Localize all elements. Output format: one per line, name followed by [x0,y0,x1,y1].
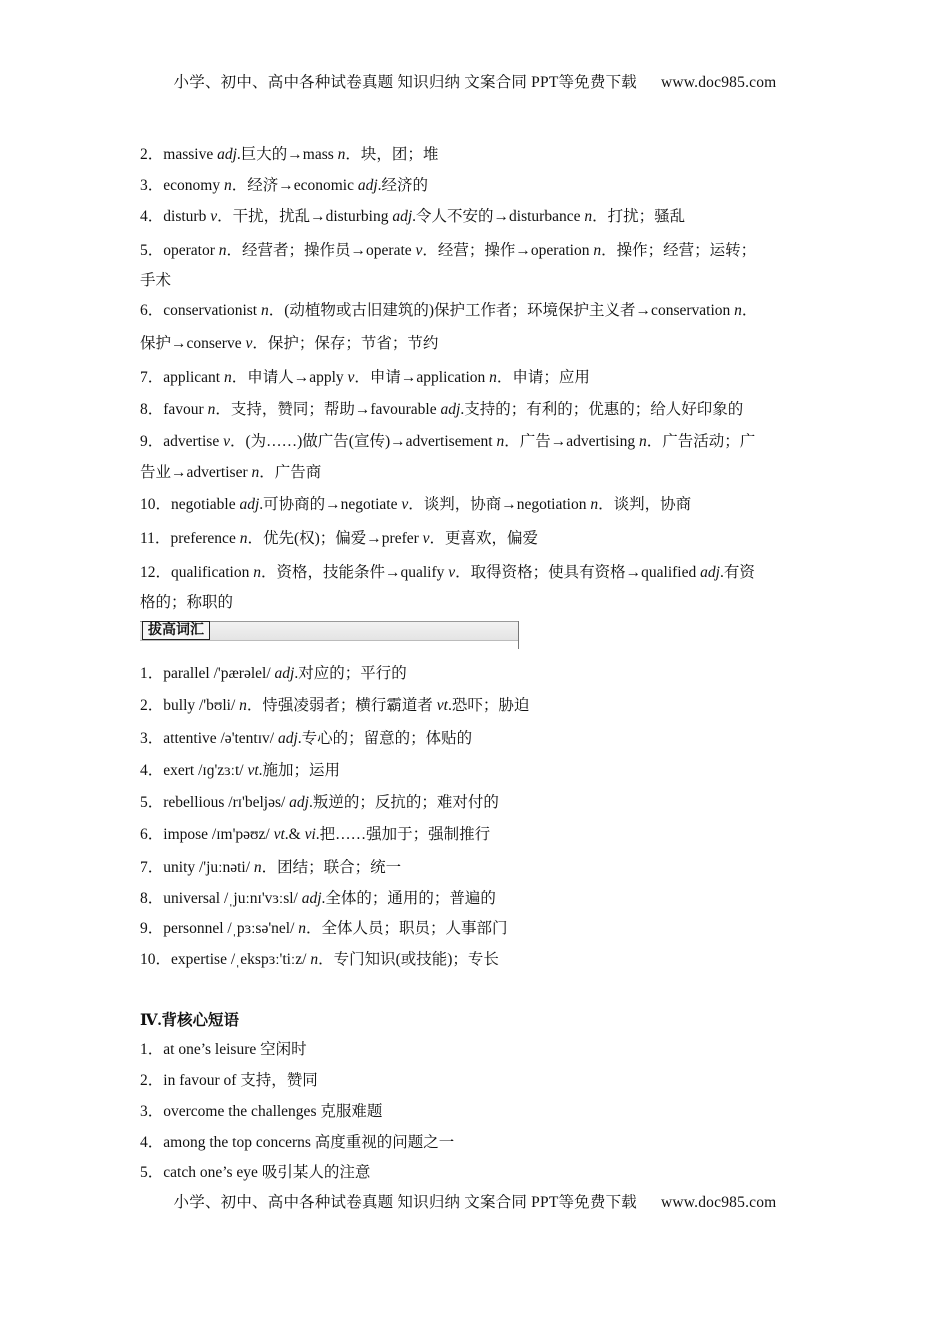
entry-text: .支持的；有利的；优惠的；给人好印象的 [460,401,744,418]
part-of-speech: vt [273,826,285,843]
part-of-speech: adj [274,665,295,682]
part-of-speech: v [422,530,430,547]
entry-text: universal /ˌjuːnɪ'vɜːsl/ [163,890,302,907]
list-item [140,1102,820,1122]
list-item [140,334,820,354]
part-of-speech: n [298,920,307,937]
entry-text: impose /ɪm'pəʊz/ [163,826,274,843]
entry-text: qualification [171,564,254,581]
item-number: 9． [140,433,164,450]
entry-text: ．(为……)做广告(宣传)→advertisement [229,433,497,450]
item-number: 3． [140,177,164,194]
item-number: 6． [140,302,164,319]
part-of-speech: v [401,496,409,513]
part-of-speech: adj [239,496,260,513]
part-of-speech: adj [217,146,237,163]
entry-text: 手术 [140,272,172,289]
entry-text: .施加；运用 [258,762,341,779]
item-number: 3． [140,1103,164,1120]
part-of-speech: n [734,302,742,319]
part-of-speech: v [245,335,253,352]
item-number: 2． [140,146,164,163]
entry-text: .有资 [719,564,755,581]
item-number: 8． [140,890,164,907]
entry-text: ．团结；联合；统一 [261,859,402,876]
entry-text: .对应的；平行的 [294,665,407,682]
list-item [140,495,820,515]
entry-text: 保护→conserve [140,335,246,352]
item-number: 4． [140,1134,164,1151]
part-of-speech: n [337,146,346,163]
entry-text: .巨大的→mass [236,146,338,163]
part-of-speech: adj [700,564,720,581]
entry-text: unity /'juːnəti/ [163,859,254,876]
entry-text: preference [170,530,240,547]
entry-text: ．块，团；堆 [345,146,439,163]
entry-text: exert /ɪɡ'zɜːt/ [163,762,248,779]
entry-text: operator [163,242,219,259]
item-number: 7． [140,369,164,386]
part-of-speech: adj [289,794,309,811]
footer-site: www.doc985.com [660,1194,777,1211]
entry-text: among the top concerns 高度重视的问题之一 [163,1134,455,1151]
item-number: 4． [140,208,164,225]
list-item [140,825,820,845]
entry-text: ．优先(权)；偏爱→prefer [247,530,423,547]
entry-text: ．(动植物或古旧建筑的)保护工作者；环境保护主义者→conservation [268,302,735,319]
list-item [140,529,820,549]
entry-text: ． [741,302,758,319]
entry-text: ．保护；保存；节省；节约 [252,335,439,352]
entry-text: 格的；称职的 [140,594,234,611]
part-of-speech: v [415,242,423,259]
part-of-speech: n [223,177,232,194]
entry-text: catch one’s eye 吸引某人的注意 [163,1164,371,1181]
entry-text: ．操作；经营；运转； [601,242,757,259]
part-of-speech: adj [357,177,378,194]
entry-text: .经济的 [377,177,429,194]
page-footer [0,1190,950,1212]
list-item [140,432,820,452]
list-item [140,761,820,781]
item-number: 1． [140,665,164,682]
entry-text: parallel /'pærəlel/ [163,665,275,682]
item-number: 3． [140,730,164,747]
entry-text: .& [284,826,305,843]
entry-text: ．申请人→apply [231,369,348,386]
list-item [140,563,820,583]
list-item [140,145,820,165]
item-number: 1． [140,1041,164,1058]
item-number: 8． [140,401,164,418]
item-number: 11． [140,530,171,547]
entry-text: ．谈判，协商→negotiation [408,496,591,513]
entry-text: ．专门知识(或技能)；专长 [318,951,499,968]
item-number: 10． [140,951,172,968]
item-number: 5． [140,1164,164,1181]
entry-text: ．广告活动；广 [646,433,756,450]
entry-text: ．恃强凌弱者；横行霸道者 [246,697,437,714]
part-of-speech: n [239,697,247,714]
entry-text: ．谈判，协商 [598,496,692,513]
item-number: 12． [140,564,172,581]
list-item [140,368,820,388]
entry-text: ．全体人员；职员；人事部门 [306,920,508,937]
list-item [140,241,820,261]
page-header [0,70,950,92]
entry-text: rebellious /rɪ'beljəs/ [163,794,290,811]
part-of-speech: v [223,433,230,450]
item-number: 9． [140,920,164,937]
banner-label: 拔高词汇 [142,621,210,640]
entry-text: ．打扰；骚乱 [592,208,686,225]
list-item [140,858,820,878]
entry-text: .叛逆的；反抗的；难对付的 [308,794,499,811]
advanced-vocab-banner [140,621,519,649]
item-number: 5． [140,242,164,259]
entry-text: .恐吓；胁迫 [447,697,530,714]
entry-text: ．资格，技能条件→qualify [260,564,449,581]
part-of-speech: n [590,496,599,513]
entry-text: .专心的；留意的；体贴的 [297,730,473,747]
entry-text: economy [163,177,224,194]
entry-text: ．广告商 [259,464,322,481]
list-item [140,400,820,420]
list-item [140,271,820,291]
entry-text: attentive /ə'tentɪv/ [163,730,278,747]
item-number: 5． [140,794,164,811]
part-of-speech: n [253,859,262,876]
entry-text: personnel /ˌpɜːsə'nel/ [163,920,299,937]
list-item [140,593,820,613]
entry-text: ．广告→advertising [504,433,639,450]
entry-text: .全体的；通用的；普遍的 [321,890,496,907]
entry-text: ．经营者；操作员→operate [226,242,416,259]
list-item [140,729,820,749]
part-of-speech: n [218,242,227,259]
part-of-speech: n [207,401,216,418]
list-item [140,889,820,909]
part-of-speech: n [239,530,248,547]
list-item [140,463,820,483]
part-of-speech: adj [392,208,413,225]
part-of-speech: n [223,369,232,386]
item-number: 10． [140,496,172,513]
part-of-speech: v [210,208,218,225]
entry-text: in favour of 支持，赞同 [163,1072,318,1089]
list-item [140,207,820,227]
part-of-speech: adj [301,890,322,907]
part-of-speech: vt [436,697,448,714]
entry-text: bully /'bʊli/ [163,697,240,714]
section-title: Ⅳ.背核心短语 [140,1012,239,1029]
list-item [140,1071,820,1091]
part-of-speech: n [489,369,497,386]
entry-text: .可协商的→negotiate [259,496,402,513]
part-of-speech: n [593,242,602,259]
entry-text: ．取得资格；使具有资格→qualified [455,564,701,581]
entry-text: ．申请；应用 [496,369,590,386]
entry-text: at one’s leisure 空闲时 [163,1041,307,1058]
part-of-speech: vi [304,826,316,843]
list-item [140,696,820,716]
header-site: www.doc985.com [660,74,777,91]
entry-text: ．经济→economic [231,177,358,194]
part-of-speech: n [584,208,593,225]
part-of-speech: n [251,464,260,481]
part-of-speech: n [496,433,505,450]
entry-text: .把……强加于；强制推行 [315,826,491,843]
list-item [140,1163,820,1183]
list-item [140,793,820,813]
entry-text: advertise [163,433,224,450]
entry-text: massive [163,146,218,163]
part-of-speech: adj [440,401,461,418]
entry-text: ．支持，赞同；帮助→favourable [215,401,441,418]
entry-text: expertise /ˌekspɜː'tiːz/ [171,951,311,968]
entry-text: 告业→advertiser [140,464,252,481]
part-of-speech: adj [277,730,298,747]
entry-text: conservationist [163,302,261,319]
item-number: 6． [140,826,164,843]
list-item [140,950,820,970]
entry-text: ．更喜欢，偏爱 [429,530,539,547]
part-of-speech: n [260,302,269,319]
entry-text: overcome the challenges 克服难题 [163,1103,383,1120]
entry-text: .令人不安的→disturbance [412,208,585,225]
entry-text: negotiable [171,496,240,513]
header-text: 小学、初中、高中各种试卷真题 知识归纳 文案合同 PPT等免费下载 [173,74,637,91]
item-number: 2． [140,1072,164,1089]
entry-text: ．申请→application [354,369,490,386]
item-number: 4． [140,762,164,779]
list-item [140,1133,820,1153]
item-number: 2． [140,697,164,714]
entry-text: disturb [163,208,211,225]
list-item [140,301,820,321]
part-of-speech: n [253,564,261,581]
entry-text: favour [163,401,208,418]
list-item [140,919,820,939]
list-item [140,664,820,684]
entry-text: applicant [163,369,224,386]
part-of-speech: n [310,951,319,968]
part-of-speech: vt [247,762,259,779]
part-of-speech: v [448,564,456,581]
part-of-speech: n [638,433,647,450]
list-item [140,1040,820,1060]
list-item [140,176,820,196]
entry-text: ．干扰，扰乱→disturbing [217,208,393,225]
footer-text: 小学、初中、高中各种试卷真题 知识归纳 文案合同 PPT等免费下载 [173,1194,637,1211]
part-of-speech: v [347,369,355,386]
item-number: 7． [140,859,164,876]
entry-text: ．经营；操作→operation [422,242,594,259]
